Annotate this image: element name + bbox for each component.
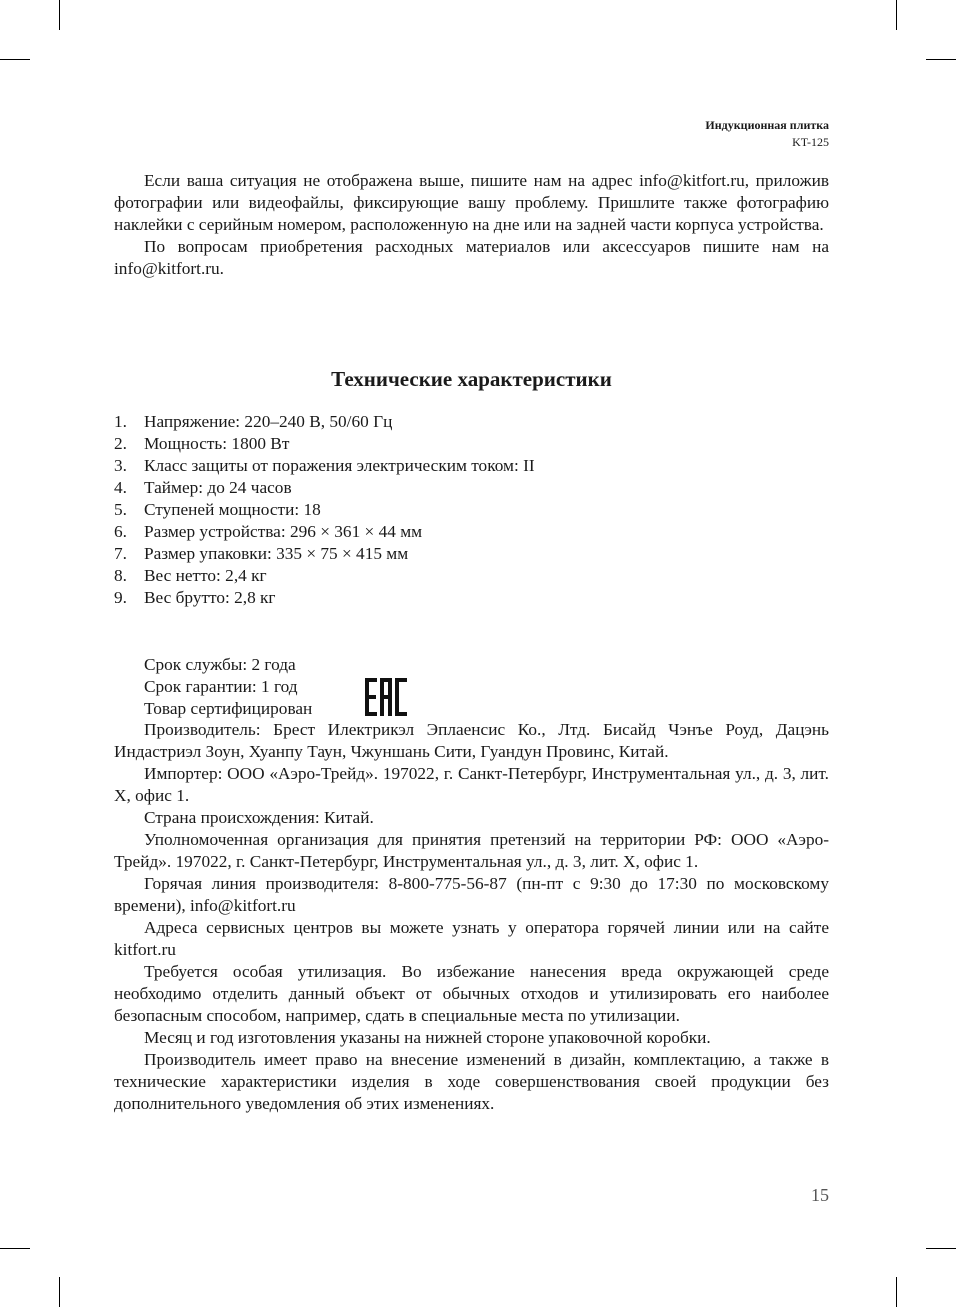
crop-mark	[0, 1248, 30, 1249]
certified-note: Товар сертифицирован	[144, 699, 313, 718]
paragraph: Уполномоченная организация для принятия претензий на территории РФ: ООО «Аэро-Трейд». 197022, г. Санкт-Петербург, Инструментальная ул., д. 3, лит. Х, офис 1.	[114, 830, 829, 871]
paragraph: Импортер: ООО «Аэро-Трейд». 197022, г. Санкт-Петербург, Инструментальная ул., д. 3, лит. Х, офис 1.	[114, 764, 829, 805]
paragraph: По вопросам приобретения расходных материалов или аксессуаров пишите нам на info@kitfort.ru.	[114, 237, 829, 278]
specs-list	[114, 411, 535, 609]
crop-mark	[926, 1248, 956, 1249]
paragraph: Страна происхождения: Китай.	[144, 808, 374, 827]
crop-mark	[0, 59, 30, 60]
service-life: Срок службы: 2 года	[144, 655, 296, 674]
paragraph: Если ваша ситуация не отображена выше, пишите нам на адрес info@kitfort.ru, приложив фотографии или видеофайлы, фиксирующие вашу проблему. Пришлите также фотографию наклейки с серийным номером, расположенную на дне или на задней части корпуса устройства.	[114, 171, 829, 234]
paragraph: Требуется особая утилизация. Во избежание нанесения вреда окружающей среде необходимо отделить данный объект от обычных отходов и утилизировать его наиболее безопасным способом, например, сдать в специальные места по утилизации.	[114, 962, 829, 1025]
list-item: 8. Вес нетто: 2,4 кг	[114, 566, 267, 585]
running-header	[705, 117, 829, 151]
paragraph: Производитель: Брест Илектрикэл Эплаенсис Ко., Лтд. Бисайд Чэнъе Роуд, Дацэнь Индастриэл Зоун, Хуанпу Таун, Чжуншань Сити, Гуандун Провинс, Китай.	[114, 720, 829, 761]
eac-mark-icon	[365, 678, 407, 716]
warranty-period: Срок гарантии: 1 год	[144, 677, 298, 696]
manufacturer-section	[114, 719, 829, 1115]
list-item: 3. Класс защиты от поражения электрическим током: II	[114, 456, 535, 475]
list-item: 9. Вес брутто: 2,8 кг	[114, 588, 276, 607]
header-model: KT-125	[792, 135, 829, 149]
list-item: 7. Размер упаковки: 335 × 75 × 415 мм	[114, 544, 409, 563]
contact-section	[114, 170, 829, 280]
paragraph: Горячая линия производителя: 8-800-775-56-87 (пн-пт с 9:30 до 17:30 по московскому времени), info@kitfort.ru	[114, 874, 829, 915]
paragraph: Производитель имеет право на внесение изменений в дизайн, комплектацию, а также в технические характеристики изделия в ходе совершенствования своей продукции без дополнительного уведомления об этих изменениях.	[114, 1050, 829, 1113]
list-item: 2. Мощность: 1800 Вт	[114, 434, 290, 453]
crop-mark	[896, 0, 897, 30]
warranty-lines	[144, 654, 312, 720]
crop-mark	[926, 59, 956, 60]
list-item: 1. Напряжение: 220–240 В, 50/60 Гц	[114, 412, 393, 431]
paragraph: Месяц и год изготовления указаны на нижней стороне упаковочной коробки.	[144, 1028, 711, 1047]
list-item: 5. Ступеней мощности: 18	[114, 500, 321, 519]
crop-mark	[59, 0, 60, 30]
crop-mark	[59, 1277, 60, 1307]
list-item: 4. Таймер: до 24 часов	[114, 478, 292, 497]
list-item: 6. Размер устройства: 296 × 361 × 44 мм	[114, 522, 423, 541]
crop-mark	[896, 1277, 897, 1307]
header-title: Индукционная плитка	[705, 118, 829, 132]
specs-title: Технические характеристики	[331, 367, 612, 391]
page-number: 15	[811, 1185, 829, 1205]
paragraph: Адреса сервисных центров вы можете узнать у оператора горячей линии или на сайте kitfort.ru	[114, 918, 829, 959]
